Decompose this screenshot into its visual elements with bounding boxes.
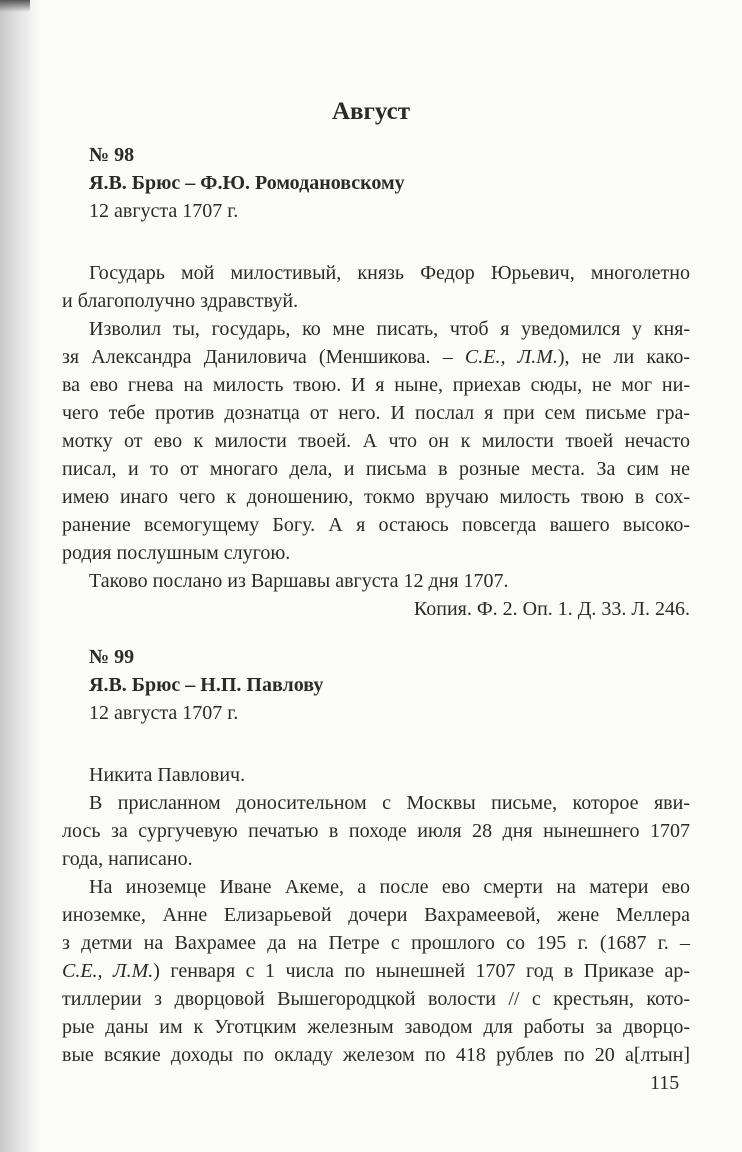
text-line: иноземке, Анне Елизарьевой дочери Вахрамеевой, жене Меллера <box>62 904 690 926</box>
text-line: родия послушным слугою. <box>62 542 291 564</box>
document-heading: Я.В. Брюс – Н.П. Павлову <box>89 674 324 696</box>
text-line: чего тебе против дознатца от него. И послал я при сем письме гра- <box>62 402 690 424</box>
text-line: рые даны им к Уготцким железным заводом для работы за дворцо- <box>62 1016 690 1038</box>
text-line: з детми на Вахрамее да на Петре с прошлого со 195 г. (1687 г. – <box>62 932 690 954</box>
text-line: Никита Павлович. <box>89 764 246 786</box>
text-line: ранение всемогущему Богу. А я остаюсь повсегда вашего высоко- <box>62 514 690 536</box>
chapter-title: Август <box>331 98 410 125</box>
document-date: 12 августа 1707 г. <box>89 702 239 724</box>
text-line: мотку от ево к милости твоей. А что он к милости твоей нечасто <box>62 430 690 452</box>
text-span: ) генваря с 1 числа по нынешней 1707 год в Приказе ар- <box>153 960 690 982</box>
document-number: № 99 <box>89 646 135 668</box>
text-line: года, написано. <box>62 848 193 870</box>
text-line: Таково послано из Варшавы августа 12 дня 1707. <box>89 570 509 592</box>
text-line: писал, и то от многаго дела, и письма в розные места. За сим не <box>62 458 690 480</box>
text-line: лось за сургучевую печатью в походе июля 28 дня нынешнего 1707 <box>62 820 690 842</box>
text-line: В присланном доносительном с Москвы письме, которое яви- <box>89 792 690 814</box>
text-line: ва ево гнева на милость твою. И я ныне, приехав сюды, не мог ни- <box>62 374 690 396</box>
text-span: ), не ли како- <box>557 346 691 368</box>
text-line: тиллерии з дворцовой Вышегородцкой волости // с крестьян, кото- <box>62 988 690 1010</box>
document-date: 12 августа 1707 г. <box>89 200 239 222</box>
page-number: 115 <box>650 1072 680 1094</box>
text-line: и благополучно здравствуй. <box>62 290 299 312</box>
document-number: № 98 <box>89 144 135 166</box>
editor-initials: С.Е., Л.М. <box>464 346 558 368</box>
text-line <box>62 343 690 371</box>
text-line: Изволил ты, государь, ко мне писать, чтоб я уведомился у кня- <box>89 318 690 340</box>
text-line: На иноземце Иване Акеме, а после ево смерти на матери ево <box>89 876 690 898</box>
document-heading: Я.В. Брюс – Ф.Ю. Ромодановскому <box>89 172 405 194</box>
text-line: вые всякие доходы по окладу железом по 418 рублев по 20 а[лтын] <box>62 1044 690 1066</box>
text-line <box>62 957 690 985</box>
scan-corner-shadow <box>0 0 30 12</box>
document-98 <box>62 141 690 623</box>
text-line: Государь мой милостивый, князь Федор Юрьевич, многолетно <box>89 262 690 284</box>
editor-initials: С.Е., Л.М. <box>62 960 154 982</box>
archival-source: Копия. Ф. 2. Оп. 1. Д. 33. Л. 246. <box>413 598 690 620</box>
scan-edge-shadow <box>0 0 40 1152</box>
document-99 <box>62 643 690 1069</box>
text-span: зя Александра Даниловича (Меншикова. – <box>62 346 465 368</box>
text-line: имею инаго чего к доношению, токмо вручаю милость твою в сох- <box>62 486 690 508</box>
